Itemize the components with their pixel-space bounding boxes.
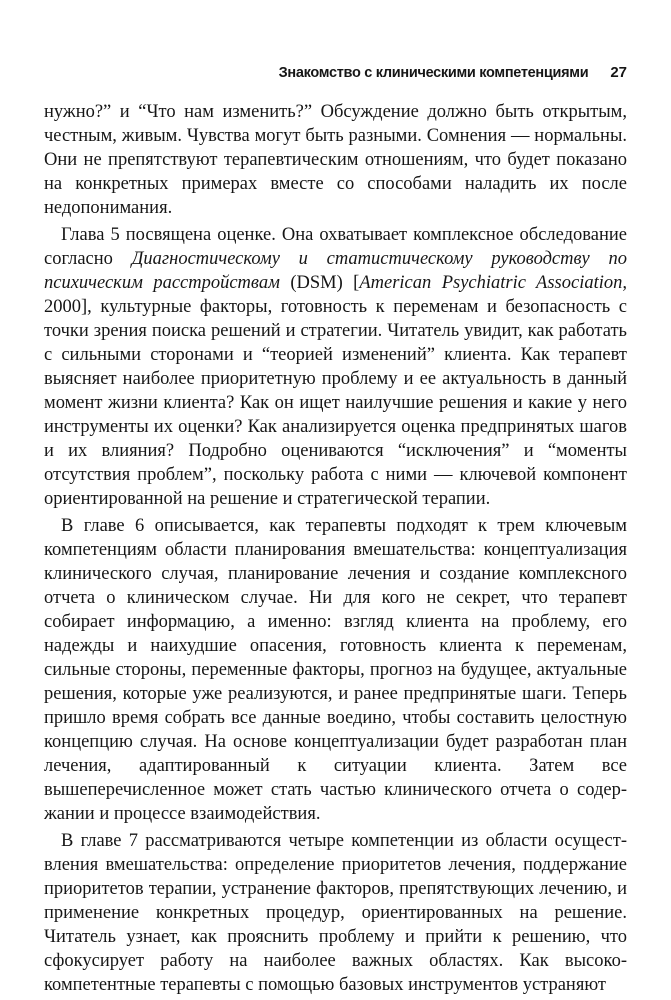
running-title: Знакомство с клиническими компетенциями bbox=[278, 65, 589, 81]
manual-title: Диагностическому и статистическому руководству по психическим расстройствам bbox=[44, 249, 627, 293]
body-text bbox=[44, 100, 627, 997]
paragraph-text: 2000], культурные факторы, готовность к переменам и безопасность с точки зрения поиска решений и стратегии. Читатель увидит, как работать с сильными сторонами и “теорией изменений” клиента. Как терапевт выясняет наиболее приоритетную проблему и ее актуальность в данный момент жизни клиента? Как он ищет наилучшие решения и какие у него инструменты их оценки? Как анализируется оценка предпринятых шагов и их влияния? Подробно оцениваются “исключения” и “моменты отсутствия проблем”, поскольку работа с ними — ключевой компонент ориентированной на решение и стратегической терапии. bbox=[44, 297, 627, 509]
paragraph-chapter-5 bbox=[44, 223, 627, 511]
page-number: 27 bbox=[610, 64, 627, 81]
running-head bbox=[279, 64, 627, 81]
paragraph-chapter-6: В главе 6 описывается, как терапевты подходят к трем ключевым компетенциям области планирования вмешательства: концептуализация клинического случая, планирование лечения и создание комплексного отчета о клиническом случае. Ни для кого не секрет, что терапевт собирает информацию, а именно: взгляд клиента на проблему, его надежды и наихудшие опасения, готовность клиента к переменам, сильные стороны, переменные факторы, прогноз на будущее, актуальные решения, которые уже реализуются, и ранее предпринятые шаги. Теперь пришло время собрать все данные воедино, чтобы составить целостную концепцию случая. На основе концептуализации будет разработан план лечения, адаптированный к ситуации клиента. Затем все вышеперечисленное может стать частью клинического отчета о содержании и процессе взаимодействия. bbox=[44, 516, 627, 824]
paragraph-text: (DSM) [ bbox=[279, 273, 360, 293]
citation-author: American Psychiatric Association, bbox=[359, 273, 628, 293]
paragraph-chapter-7: В главе 7 рассматриваются четыре компетенции из области осуществления вмешательства: определение приоритетов лечения, поддержание приоритетов терапии, устранение факторов, препятствующих лечению, и применение конкретных процедур, ориентированных на решение. Читатель узнает, как прояснить проблему и прийти к решению, что сфокусирует работу на наиболее важных областях. Как высококомпетентные терапевты с помощью базовых инструментов устраняют bbox=[44, 831, 627, 995]
paragraph-continuation: нужно?” и “Что нам изменить?” Обсуждение должно быть открытым, честным, живым. Чувства могут быть разными. Сомнения — нормальны. Они не препятствуют терапевтическим отношениям, что будет показано на конкретных примерах вместе со способами наладить их после недопонимания. bbox=[44, 102, 627, 218]
paragraph-text: Глава 5 посвящена оценке. Она охватывает комплексное обследование согласно bbox=[44, 225, 627, 269]
